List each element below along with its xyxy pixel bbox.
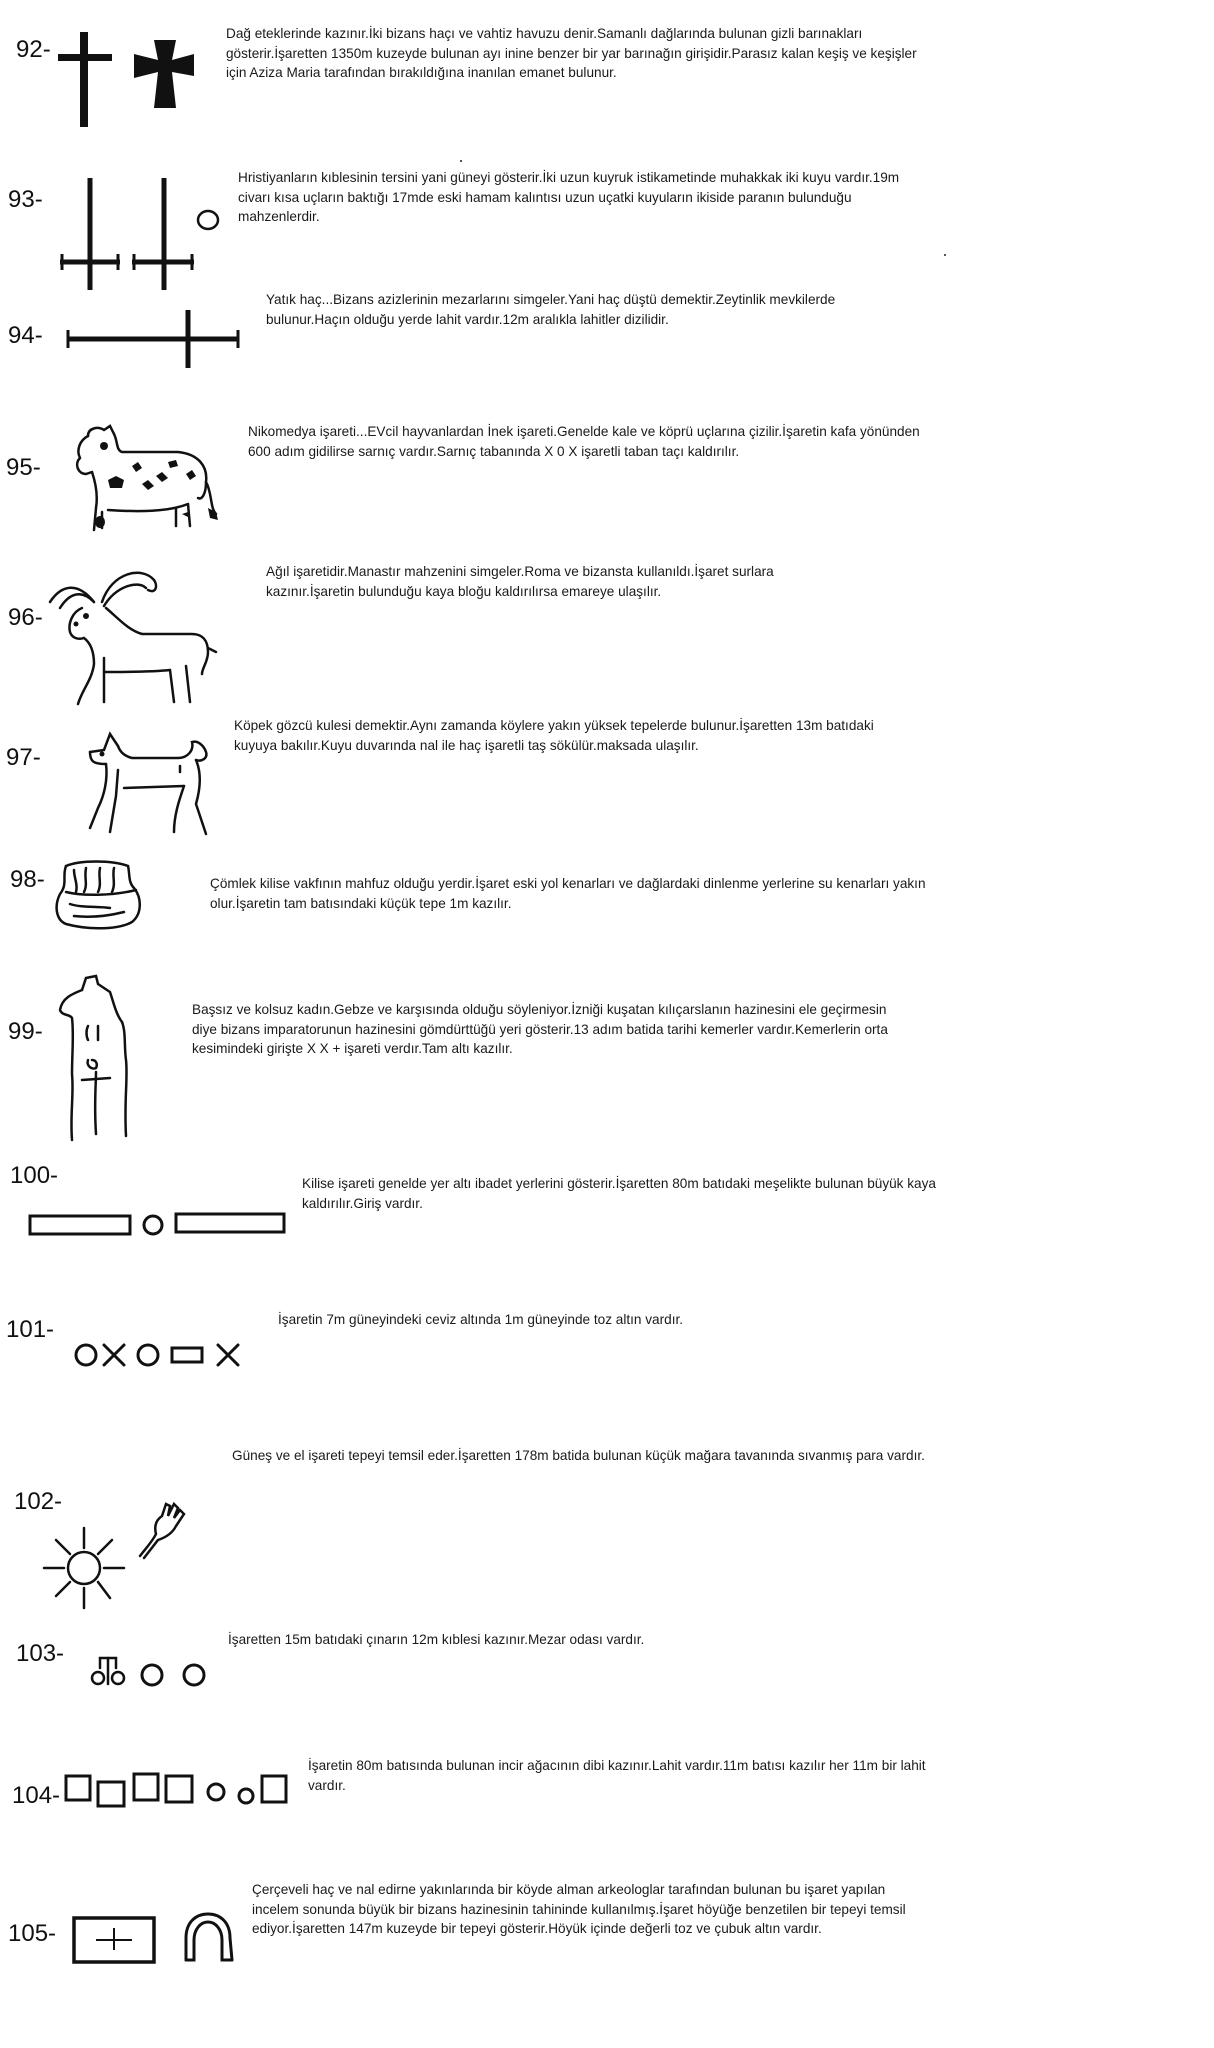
entry-103-number: 103- [16, 1640, 65, 1667]
cow-icon [58, 422, 222, 534]
entry-101-number: 101- [6, 1316, 55, 1343]
entry-99-number: 99- [8, 1018, 43, 1045]
entry-104-text: İşaretin 80m batısında bulunan incir ağacının dibi kazınır.Lahit vardır.11m batısı kazılır her 11m bir lahit vardır. [308, 1758, 926, 1793]
entry-100-text: Kilise işareti genelde yer altı ibadet yerlerini gösterir.İşaretten 80m batıdaki meşelikte bulunan büyük kaya kaldırılır.Giriş vardır. [302, 1176, 936, 1211]
speck [460, 160, 462, 162]
entry-103-text: İşaretten 15m batıdaki çınarın 12m kıblesi kazınır.Mezar odası vardır. [228, 1632, 645, 1647]
entry-105-text: Çerçeveli haç ve nal edirne yakınlarında bir köyde alman arkeologlar tarafından bulunan bu işaret yapılan incelem sonunda büyük bir bizans hazinesinin tahininde kullanılmış.İşaret höyüğe benzetilen bir tepeyi temsil ediyor.İşaretten 147m kuzeyde bir tepeyi gösterir.Höyük içinde değerli toz ve çubuk altın vardır. [252, 1882, 906, 1936]
framed-cross-icon [72, 1916, 158, 1966]
entry-94-text: Yatık haç...Bizans azizlerinin mezarlarını simgeler.Yani haç düştü demektir.Zeytinlik mevkilerde bulunur.Haçın olduğu yerde lahit vardır.12m aralıkla lahitler dizilidir. [266, 292, 836, 327]
circle-icon [195, 208, 221, 232]
entry-105-number: 105- [8, 1920, 57, 1947]
entry-92-text: Dağ eteklerinde kazınır.İki bizans haçı ve vahtiz havuzu denir.Samanlı dağlarında bulunan gizli barınakları gösterir.İşaretten 1350m kuzeyde bulunan ayı inine benzer bir yar barınağın girişidir.Parasız kalan keşiş ve keşişler için Aziza Maria tarafından bırakıldığına inanılan emanet bulunur. [226, 26, 917, 80]
cross-icon [56, 30, 116, 130]
pot-icon [52, 856, 144, 932]
entry-92-number: 92- [16, 36, 51, 63]
entry-97-number: 97- [6, 744, 41, 771]
rectangle-circle-rectangle-icon [28, 1210, 288, 1240]
entry-99-text: Başsız ve kolsuz kadın.Gebze ve karşısında olduğu söyleniyor.İzniği kuşatan kılıçarslanın hazinesini ele geçirmesin diye bizans imparatorunun hazinesini gömdürttüğü yeri gösterir.13 adım batida tarihi kemerler vardır.Kemerlerin orta kesimindeki girişte X X + işareti verdır.Tam altı kazılır. [192, 1002, 888, 1056]
entry-94-number: 94- [8, 322, 43, 349]
inverted-cross-icon [58, 176, 208, 296]
entry-104-number: 104- [12, 1782, 61, 1809]
circle-cross-circle-rectangle-cross-icon [72, 1340, 252, 1370]
entry-93-number: 93- [8, 186, 43, 213]
key-icon [88, 1654, 128, 1688]
entry-93-text: Hristiyanların kıblesinin tersini yani güneyi gösterir.İki uzun kuyruk istikametinde muhakkak iki kuyu vardır.19m civarı kısa uçların baktığı 17mde eski hamam kalıntısı uzun uçatki kuyuların ikiside paranın bulunduğu mahzenlerdir. [238, 170, 900, 224]
goat-icon [42, 562, 214, 712]
entry-98-text: Çömlek kilise vakfının mahfuz olduğu yerdir.İşaret eski yol kenarları ve dağlardaki dinlenme yerlerine su kenarları yakın olur.İşaretin tam batısındaki küçük tepe 1m kazılır. [210, 876, 926, 911]
entry-96-number: 96- [8, 604, 43, 631]
horseshoe-icon [182, 1910, 238, 1964]
maltese-cross-icon [132, 38, 198, 112]
entry-102-text: Güneş ve el işareti tepeyi temsil eder.İşaretten 178m batida bulunan küçük mağara tavanında sıvanmış para vardır. [232, 1448, 925, 1463]
entry-101-text: İşaretin 7m güneyindeki ceviz altında 1m güneyinde toz altın vardır. [278, 1312, 684, 1327]
lying-cross-icon [64, 308, 244, 370]
entry-96-text: Ağıl işaretidir.Manastır mahzenini simgeler.Roma ve bizansta kullanıldı.İşaret surlara kazınır.İşaretin bulunduğu kaya bloğu kaldırılırsa emareye ulaşılır. [266, 564, 774, 599]
entry-97-text: Köpek gözcü kulesi demektir.Aynı zamanda köylere yakın yüksek tepelerde bulunur.İşaretten 13m batıdaki kuyuya bakılır.Kuyu duvarında nal ile haç işaretli taş sökülür.maksada ulaşılır. [234, 718, 874, 753]
entry-100-number: 100- [10, 1162, 59, 1189]
entry-102-number: 102- [14, 1488, 63, 1515]
hand-icon [136, 1500, 186, 1560]
headless-woman-icon [52, 974, 144, 1144]
two-circles-icon [138, 1660, 210, 1690]
speck [944, 254, 946, 256]
dog-icon [84, 728, 214, 838]
entry-98-number: 98- [10, 866, 45, 893]
sun-icon [40, 1522, 130, 1612]
entry-95-text: Nikomedya işareti...EVcil hayvanlardan İnek işareti.Genelde kale ve köprü uçlarına çizilir.İşaretin kafa yönünden 600 adım gidilirse sarnıç vardır.Sarnıç tabanında X 0 X işaretli taban taçı kaldırılır. [248, 424, 920, 459]
squares-and-circles-icon [64, 1768, 296, 1812]
entry-95-number: 95- [6, 454, 41, 481]
